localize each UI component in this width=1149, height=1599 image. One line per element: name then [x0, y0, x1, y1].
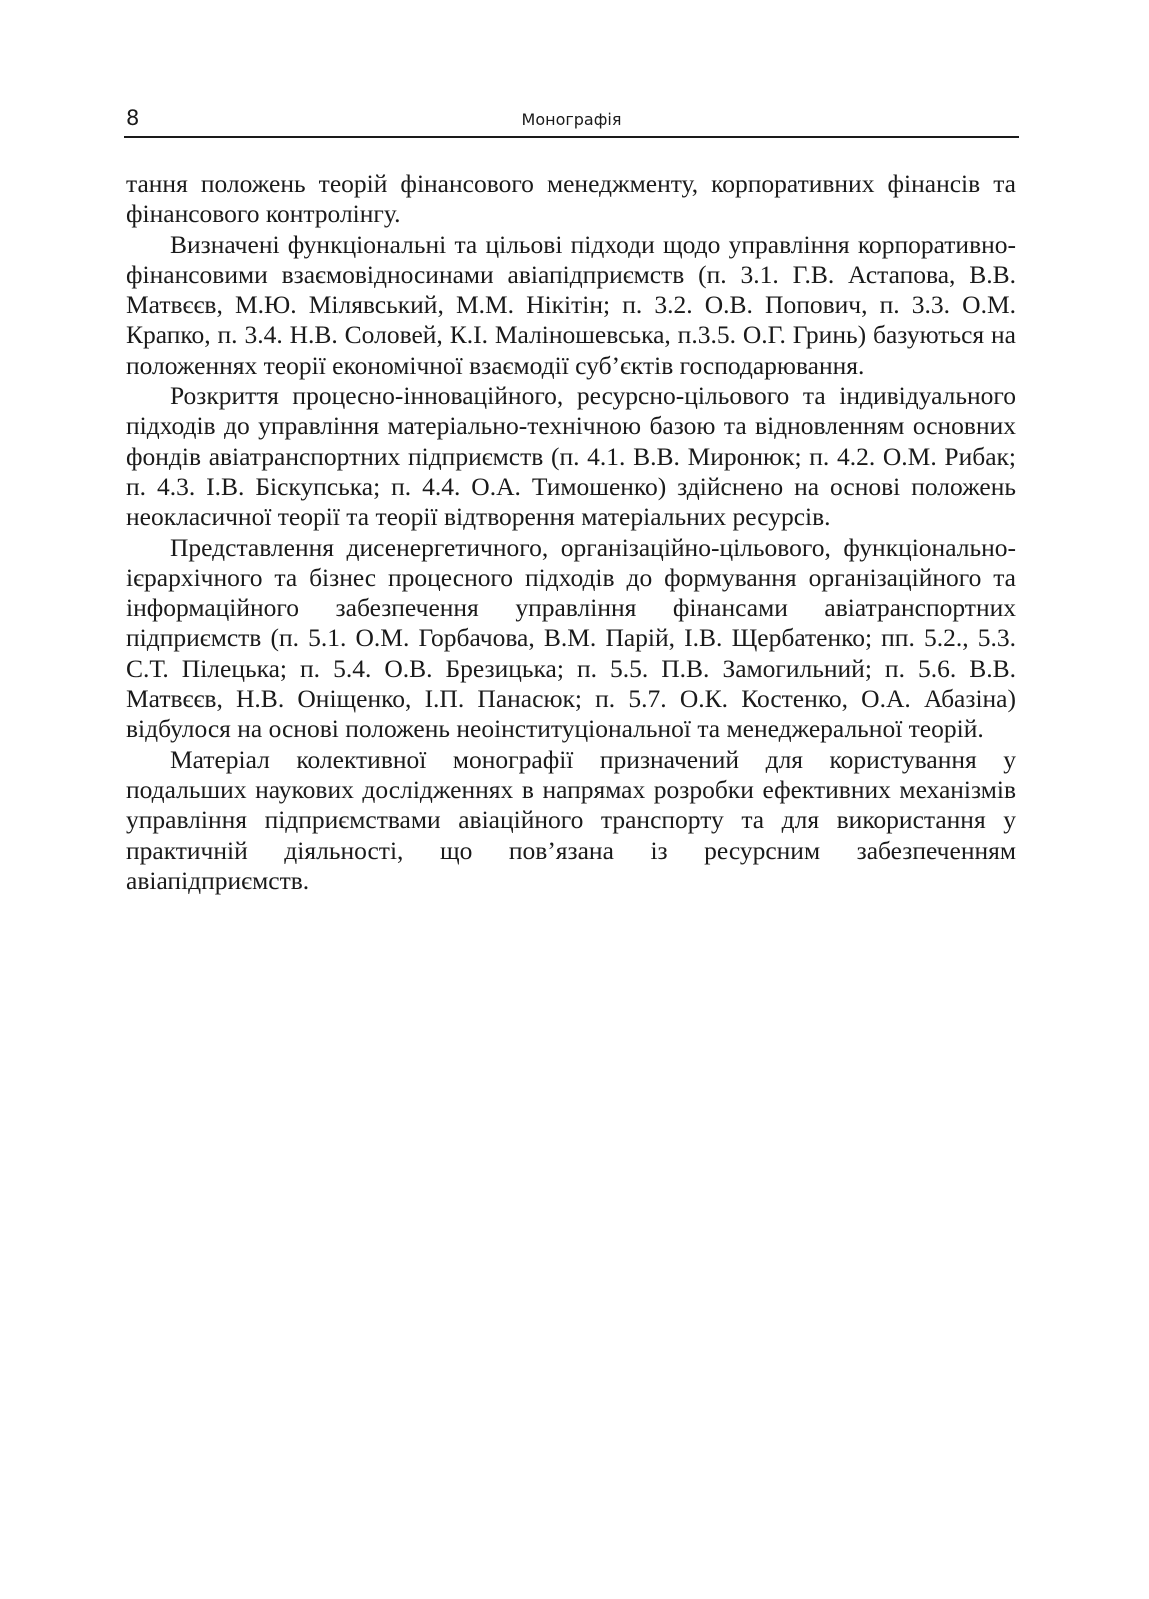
paragraph: Визначені функціональні та цільові підходи щодо управління корпоративно-фінансовими взаємовідносинами авіапідприємств (п. 3.1. Г.В. Астапова, В.В. Матвєєв, М.Ю. Мілявський, М.М. Нікітін; п. 3.2. О.В. Попович, п. 3.3. О.М. Крапко, п. 3.4. Н.В. Соловей, К.І. Маліношевська, п.3.5. О.Г. Гринь) базуються на положеннях теорії економічної взаємодії суб’єктів господарювання. [126, 229, 1016, 380]
paragraph-continuation: тання положень теорій фінансового менеджменту, корпоративних фінансів та фінансового контролінгу. [126, 169, 1016, 229]
paragraph: Представлення дисенергетичного, організаційно-цільового, функціонально-ієрархічного та бізнес процесного підходів до формування організаційного та інформаційного забезпечення управління фінансами авіатранспортних підприємств (п. 5.1. О.М. Горбачова, В.М. Парій, І.В. Щербатенко; пп. 5.2., 5.3. С.Т. Пілецька; п. 5.4. О.В. Брезицька; п. 5.5. П.В. Замогильний; п. 5.6. В.В. Матвєєв, Н.В. Оніщенко, І.П. Панасюк; п. 5.7. О.К. Костенко, О.А. Абазіна) відбулося на основі положень неоінституціональної та менеджеральної теорій. [126, 532, 1016, 744]
running-header [124, 104, 1019, 138]
paragraph: Матеріал колективної монографії призначений для користування у подальших наукових дослідженнях в напрямах розробки ефективних механізмів управління підприємствами авіаційного транспорту та для використання у практичній діяльності, що пов’язана із ресурсним забезпеченням авіапідприємств. [126, 744, 1016, 895]
paragraph: Розкриття процесно-інноваційного, ресурсно-цільового та індивідуального підходів до управління матеріально-технічною базою та відновленням основних фондів авіатранспортних підприємств (п. 4.1. В.В. Миронюк; п. 4.2. О.М. Рибак; п. 4.3. І.В. Біскупська; п. 4.4. О.А. Тимошенко) здійснено на основі положень неокласичної теорії та теорії відтворення матеріальних ресурсів. [126, 381, 1016, 532]
running-title: Монографія [521, 110, 622, 129]
page-number: 8 [126, 106, 140, 130]
body-text [126, 169, 1016, 896]
